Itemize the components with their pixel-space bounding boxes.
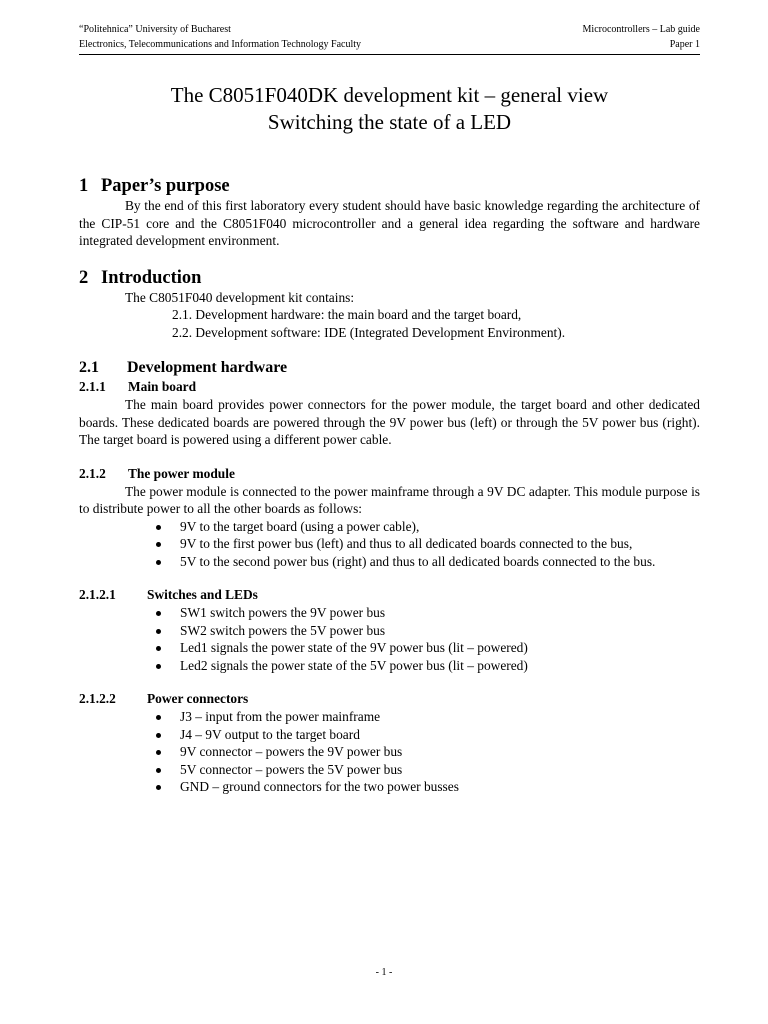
list-item: 9V connector – powers the 9V power bus (154, 743, 700, 761)
bullet-icon (156, 646, 161, 651)
section-2-1-2-2-heading (79, 690, 700, 708)
document-title (79, 82, 700, 136)
list-item: J3 – input from the power mainframe (154, 708, 700, 726)
list-item: Led1 signals the power state of the 9V power bus (lit – powered) (154, 639, 700, 657)
section-2-heading (79, 267, 700, 289)
section-2-1-1-heading (79, 378, 700, 396)
list-item: SW2 switch powers the 5V power bus (154, 622, 700, 640)
section-2-1-2-2-title: Power connectors (147, 691, 249, 706)
section-2-1-number: 2.1 (79, 359, 99, 376)
section-2-1-2-2-number: 2.1.2.2 (79, 691, 116, 706)
section-2-1-1-paragraph: The main board provides power connectors for the power module, the target board and other dedicated boards. These dedicated boards are powered through the 9V power bus (left) or through the 5V power bus (right). The target board is powered using a different power cable. (79, 397, 700, 447)
bullet-icon (156, 664, 161, 669)
list-item: 5V connector – powers the 5V power bus (154, 761, 700, 779)
section-2-1-2-1-title: Switches and LEDs (147, 587, 258, 602)
document-body (79, 82, 700, 796)
section-2-1-2-title: The power module (128, 465, 235, 481)
bullet-icon (156, 629, 161, 634)
bullet-icon (156, 768, 161, 773)
power-module-list (79, 518, 700, 571)
section-2-1-2-heading (79, 465, 700, 483)
section-2-1-2-number: 2.1.2 (79, 465, 106, 481)
section-2-title: Introduction (101, 267, 202, 288)
section-2-item: 2.2. Development software: IDE (Integrated Development Environment). (172, 324, 566, 340)
header-course: Microcontrollers – Lab guide (582, 24, 700, 35)
section-1-title: Paper’s purpose (101, 176, 230, 196)
header-paper-number: Paper 1 (669, 39, 700, 50)
bullet-icon (156, 560, 161, 565)
bullet-icon (156, 525, 161, 530)
section-2-1-title: Development hardware (127, 359, 288, 376)
list-item: SW1 switch powers the 9V power bus (154, 604, 700, 622)
bullet-icon (156, 785, 161, 790)
list-item: 5V to the second power bus (right) and thus to all dedicated boards connected to the bus. (154, 553, 700, 571)
section-1-number: 1 (79, 176, 89, 196)
section-2-item: 2.1. Development hardware: the main board and the target board, (172, 307, 522, 322)
section-1-paragraph: By the end of this first laboratory every student should have basic knowledge regarding the architecture of the CIP-51 core and the C8051F040 microcontroller and a general idea regarding the software and hardware integrated development environment. (79, 198, 700, 248)
list-item: 9V to the target board (using a power cable), (154, 518, 700, 536)
bullet-icon (156, 715, 161, 720)
section-2-1-heading (79, 358, 700, 378)
section-2-1-1-number: 2.1.1 (79, 379, 106, 394)
bullet-icon (156, 750, 161, 755)
switches-leds-list (79, 604, 700, 674)
section-2-number: 2 (79, 267, 89, 288)
bullet-icon (156, 733, 161, 738)
power-connectors-list (79, 708, 700, 796)
list-item: GND – ground connectors for the two power busses (154, 778, 700, 796)
list-item: 9V to the first power bus (left) and thus to all dedicated boards connected to the bus, (154, 535, 700, 553)
bullet-icon (156, 542, 161, 547)
section-2-1-2-1-heading (79, 586, 700, 604)
title-line-1: The C8051F040DK development kit – general view (170, 83, 609, 107)
page-number: - 1 - (375, 967, 393, 978)
section-2-1-2-paragraph: The power module is connected to the power mainframe through a 9V DC adapter. This module purpose is to distribute power to all the other boards as follows: (79, 483, 700, 516)
page-header (79, 22, 700, 55)
section-2-1-2-1-number: 2.1.2.1 (79, 587, 116, 602)
header-university: “Politehnica” University of Bucharest (79, 24, 231, 35)
header-faculty: Electronics, Telecommunications and Information Technology Faculty (79, 39, 362, 50)
list-item: Led2 signals the power state of the 5V power bus (lit – powered) (154, 657, 700, 675)
section-2-intro: The C8051F040 development kit contains: (125, 289, 355, 305)
bullet-icon (156, 611, 161, 616)
section-2-1-1-title: Main board (128, 379, 197, 394)
title-line-2: Switching the state of a LED (267, 110, 512, 134)
section-1-heading (79, 175, 700, 197)
list-item: J4 – 9V output to the target board (154, 726, 700, 744)
